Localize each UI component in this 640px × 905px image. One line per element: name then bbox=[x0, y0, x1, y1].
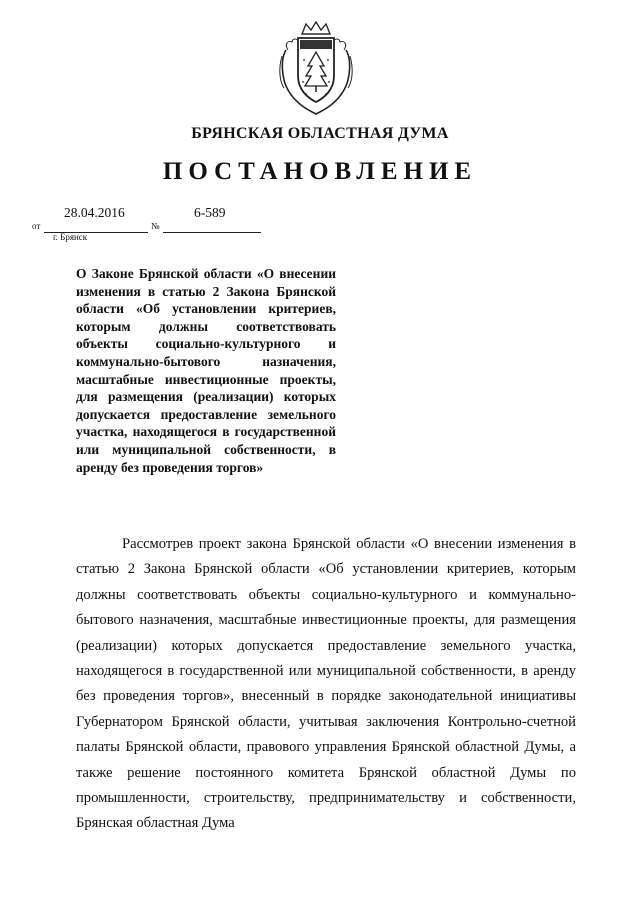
document-type-heading: ПОСТАНОВЛЕНИЕ bbox=[162, 158, 478, 185]
document-number: 6-589 bbox=[194, 205, 226, 220]
city-label: г. Брянск bbox=[53, 232, 88, 242]
number-underline bbox=[163, 232, 261, 233]
date-prefix-label: от bbox=[32, 221, 41, 231]
document-title: О Законе Брянской области «О внесении изменения в статью 2 Закона Брянской области «Об установлении критериев, которым должны соответствовать объекты социально-культурного и коммунально-бытового назначения, масштабные инвестиционные проекты, для размещения (реализации) которых допускается предоставление земельного участка, находящегося в государственной или муниципальной собственности, в аренду без проведения торгов» bbox=[76, 266, 336, 475]
number-prefix-label: № bbox=[151, 221, 160, 231]
coat-of-arms-icon bbox=[278, 20, 354, 116]
document-body: Рассмотрев проект закона Брянской области «О внесении изменения в статью 2 Закона Брянской области «Об установлении критериев, которым должны соответствовать объекты социально-культурного и коммунально-бытового назначения, масштабные инвестиционные проекты, для размещения (реализации) которых допускается предоставление земельного участка, находящегося в государственной или муниципальной собственности, в аренду без проведения торгов», внесенный в порядке законодательной инициативы Губернатором Брянской области, учитывая заключения Контрольно-счетной палаты Брянской области, правового управления Брянской областной Думы, а также решение постоянного комитета Брянской областной Думы по промышленности, строительству, предпринимательству и собственности, Брянская областная Дума bbox=[76, 536, 576, 832]
organization-name: БРЯНСКАЯ ОБЛАСТНАЯ ДУМА bbox=[191, 125, 449, 142]
document-date: 28.04.2016 bbox=[64, 205, 125, 220]
